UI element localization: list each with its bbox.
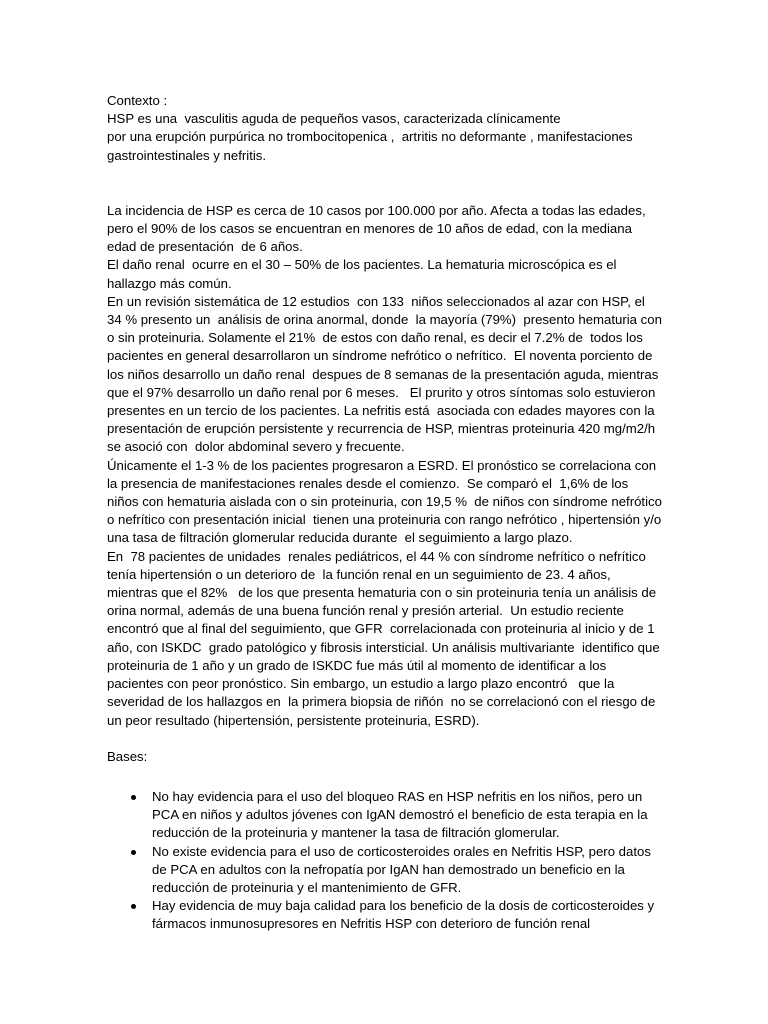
bullet-icon [131,850,136,855]
spacer [107,730,663,748]
document-page [107,92,666,934]
pediatric-units-paragraph: En 78 pacientes de unidades renales pediátricos, el 44 % con síndrome nefrítico o nefrítico tenía hipertensión o un deterioro de la función renal en un seguimiento de 23. 4 años, mientras que el 82% de los que presenta hematuria con o sin proteinuria tenía un análisis de orina normal, además de una buena función renal y presión arterial. Un estudio reciente encontró que al final del seguimiento, que GFR correlacionada con proteinuria al inicio y de 1 año, con ISKDC grado patológico y fibrosis intersticial. Un análisis multivariante identifico que proteinuria de 1 año y un grado de ISKDC fue más útil al momento de identificar a los pacientes con peor pronóstico. Sin embargo, un estudio a largo plazo encontró que la severidad de los hallazgos en la primera biopsia de riñón no se correlacionó con el riesgo de un peor resultado (hipertensión, persistente proteinuria, ESRD). [107,548,664,728]
context-line: por una erupción purpúrica no trombocitopenica , artritis no deformante , manifestaciones gastrointestinales y nefritis. [107,129,637,163]
incidence-paragraph: La incidencia de HSP es cerca de 10 casos por 100.000 por año. Afecta a todas las edades, pero el 90% de los casos se encuentran en menores de 10 años de edad, con la mediana edad de presentación de 6 años. [107,202,650,255]
spacer [107,165,663,202]
bases-list-item [107,843,663,898]
context-heading: Contexto : [107,93,168,108]
bases-item-text: No existe evidencia para el uso de corticosteroides orales en Nefritis HSP, pero datos de PCA en adultos con la nefropatía por IgAN han demostrado un beneficio en la reducción de proteinuria y el mantenimiento de GFR. [152,843,651,895]
bases-list-item [107,897,663,933]
context-line: HSP es una vasculitis aguda de pequeños vasos, caracterizada clínicamente [107,111,561,127]
bases-item-text: No hay evidencia para el uso del bloqueo RAS en HSP nefritis en los niños, pero un PCA en niños y adultos jóvenes con IgAN demostró el beneficio de esta terapia en la reducción de la proteinuria y mantener la tasa de filtración glomerular. [152,788,648,841]
bullet-icon [131,795,136,800]
bases-item-text: Hay evidencia de muy baja calidad para los beneficio de la dosis de corticosteroides y fármacos inmunosupresores en Nefritis HSP con deterioro de función renal [152,898,655,932]
bases-heading: Bases: [107,748,148,764]
systematic-review-paragraph: En un revisión sistemática de 12 estudios con 133 niños seleccionados al azar con HSP, el 34 % presento un análisis de orina anormal, donde la mayoría (79%) presento hematuria con o sin proteinuria. Solamente el 21% de estos con daño renal, es decir el 7.2% de todos los pacientes en general desarrollaron un síndrome nefrótico o nefrítico. El noventa porciento de los niños desarrollo un daño renal despues de 8 semanas de la presentación aguda, mientras que el 97% desarrollo un daño renal por 6 meses. El prurito y otros síntomas solo estuvieron presentes en un tercio de los pacientes. La nefritis está asociada con edades mayores con la presentación de erupción persistente y recurrencia de HSP, mientras proteinuria 420 mg/m2/h se asoció con dolor abdominal severo y frecuente. [107,293,666,455]
renal-damage-paragraph: El daño renal ocurre en el 30 – 50% de los pacientes. La hematuria microscópica es el hallazgo más común. [107,257,621,291]
bases-list [107,788,663,934]
bases-list-item [107,788,663,843]
bullet-icon [131,904,136,909]
prognosis-paragraph: Únicamente el 1-3 % de los pacientes progresaron a ESRD. El pronóstico se correlaciona con la presencia de manifestaciones renales desde el comienzo. Se comparó el 1,6% de los niños con hematuria aislada con o sin proteinuria, con 19,5 % de niños con síndrome nefrótico o nefrítico con presentación inicial tienen una proteinuria con rango nefrótico , hipertensión y/o una tasa de filtración glomerular reducida durante el seguimiento a largo plazo. [107,457,666,546]
